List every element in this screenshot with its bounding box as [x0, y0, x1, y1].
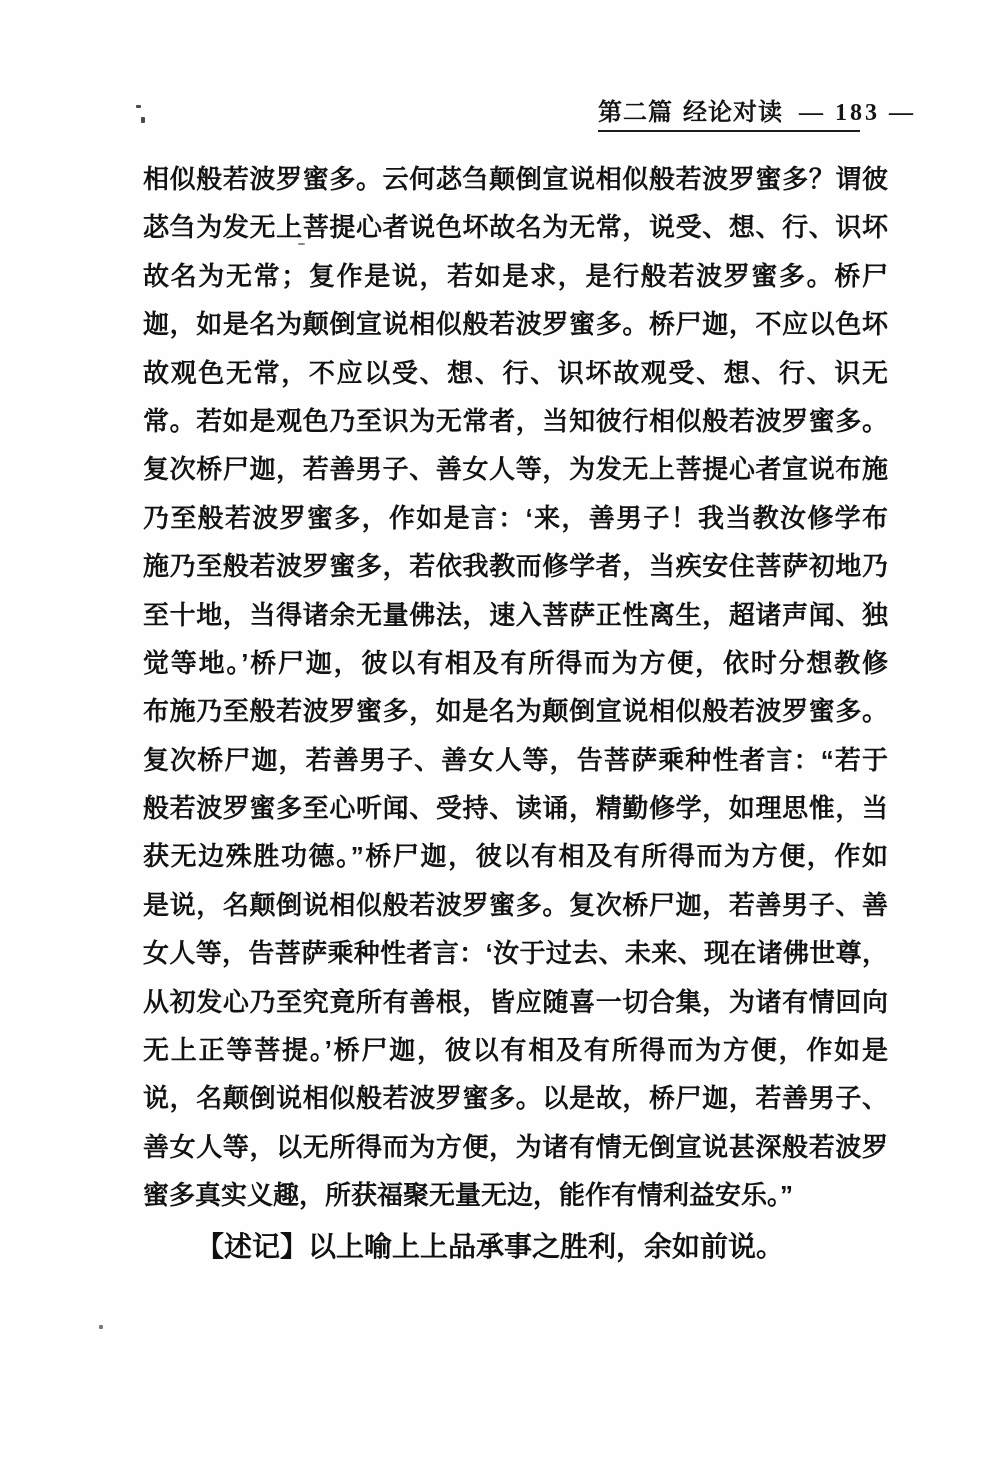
chapter-title: 经论对读 — [683, 100, 783, 126]
body-text-line: 常。若如是观色乃至识为无常者，当知彼行相似般若波罗蜜多。 — [143, 405, 888, 436]
scan-speck — [136, 105, 141, 108]
body-text-line: 迦，如是名为颠倒宣说相似般若波罗蜜多。桥尸迦，不应以色坏 — [143, 309, 888, 340]
annotation-line: 【述记】以上喻上上品承事之胜利，余如前说。 — [196, 1231, 785, 1263]
body-text-line: 苾刍为发无上菩提心者说色坏故名为无常，说受、想、行、识坏 — [143, 212, 888, 243]
body-text-line: 乃至般若波罗蜜多，作如是言：‘来，善男子！我当教汝修学布 — [143, 502, 888, 533]
body-text-line: 蜜多真实义趣，所获福聚无量无边，能作有情利益安乐。” — [143, 1180, 794, 1211]
body-text-line: 复次桥尸迦，若善男子、善女人等，为发无上菩提心者宣说布施 — [143, 454, 888, 485]
body-text-line: 施乃至般若波罗蜜多，若依我教而修学者，当疾安住菩萨初地乃 — [143, 551, 888, 582]
section-label: 第二篇 — [598, 100, 673, 126]
page-number: — 183 — — [799, 100, 916, 126]
body-text-line: 故观色无常，不应以受、想、行、识坏故观受、想、行、识无 — [143, 357, 888, 388]
body-text-line: 无上正等菩提。’桥尸迦，彼以有相及有所得而为方便，作如是 — [143, 1035, 888, 1066]
body-text-line: 般若波罗蜜多至心听闻、受持、读诵，精勤修学，如理思惟，当 — [143, 793, 888, 824]
body-text-block — [143, 155, 888, 1273]
body-text-line: 从初发心乃至究竟所有善根，皆应随喜一切合集，为诸有情回向 — [143, 986, 888, 1017]
body-text-line: 女人等，告菩萨乘种性者言：‘汝于过去、未来、现在诸佛世尊， — [143, 938, 888, 969]
body-text-line: 故名为无常；复作是说，若如是求，是行般若波罗蜜多。桥尸 — [143, 260, 888, 291]
body-text-line: 布施乃至般若波罗蜜多，如是名为颠倒宣说相似般若波罗蜜多。 — [143, 696, 888, 727]
body-text-line: 至十地，当得诸余无量佛法，速入菩萨正性离生，超诸声闻、独 — [143, 599, 888, 630]
body-text-line: 是说，名颠倒说相似般若波罗蜜多。复次桥尸迦，若善男子、善 — [143, 889, 888, 920]
body-text-line: 获无边殊胜功德。”桥尸迦，彼以有相及有所得而为方便，作如 — [143, 841, 888, 872]
body-text-line: 复次桥尸迦，若善男子、善女人等，告菩萨乘种性者言：“若于 — [143, 744, 888, 775]
scan-speck — [298, 243, 305, 245]
scan-speck — [141, 117, 145, 123]
page-header — [598, 92, 916, 132]
body-text-line: 说，名颠倒说相似般若波罗蜜多。以是故，桥尸迦，若善男子、 — [143, 1083, 888, 1114]
scan-speck — [99, 1325, 103, 1329]
body-text-line: 善女人等，以无所得而为方便，为诸有情无倒宣说甚深般若波罗 — [143, 1131, 888, 1162]
body-text-line: 觉等地。’桥尸迦，彼以有相及有所得而为方便，依时分想教修 — [143, 647, 888, 678]
body-text-line: 相似般若波罗蜜多。云何苾刍颠倒宣说相似般若波罗蜜多？谓彼 — [143, 164, 888, 194]
